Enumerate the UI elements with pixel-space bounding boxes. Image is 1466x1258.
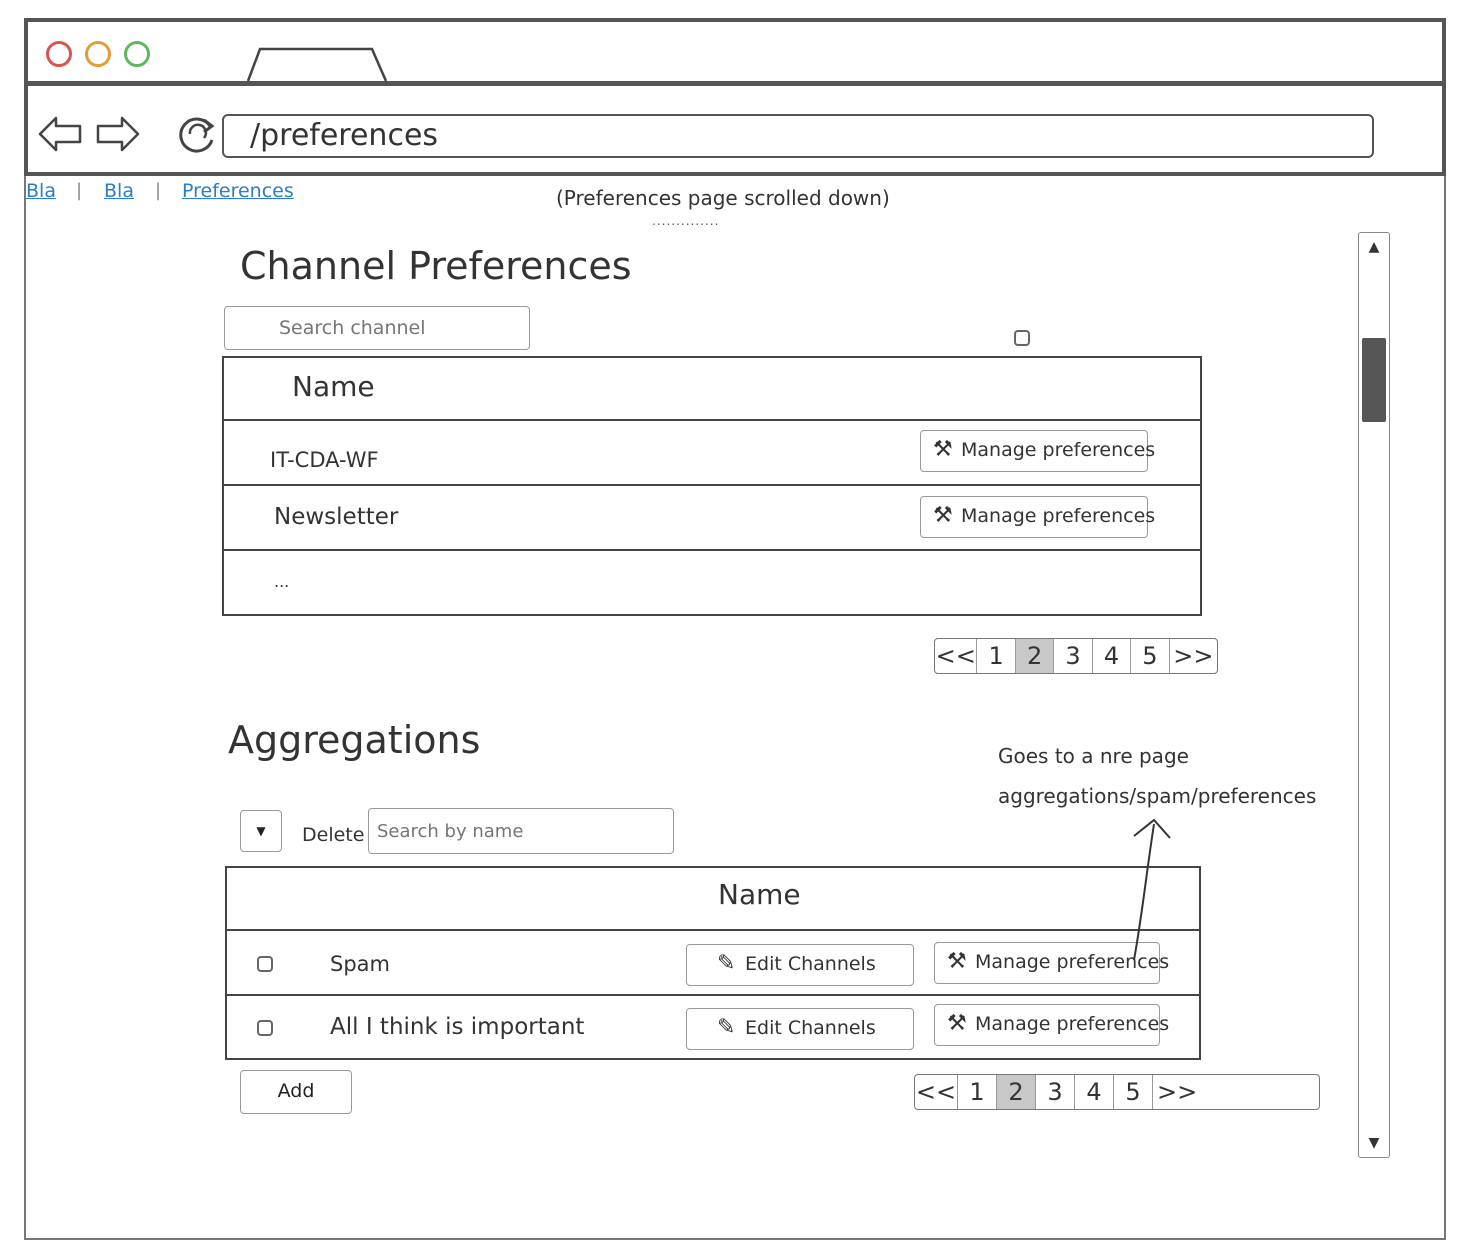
table-divider: [222, 484, 1202, 486]
tools-icon: ⚒: [947, 949, 967, 974]
table-divider: [225, 929, 1201, 931]
forward-arrow-icon[interactable]: [94, 114, 142, 154]
scrollbar-thumb[interactable]: [1362, 338, 1386, 422]
pagination-page-3[interactable]: 3: [1036, 1075, 1075, 1109]
triangle-down-icon[interactable]: ▼: [1368, 1135, 1380, 1151]
manage-preferences-button[interactable]: [920, 496, 1156, 538]
aggregation-name: Spam: [330, 952, 390, 976]
chevron-down-icon: ▼: [256, 824, 266, 838]
pagination-last[interactable]: >>: [1173, 642, 1214, 670]
manage-preferences-label: Manage preferences: [961, 505, 1156, 527]
browser-tab[interactable]: [246, 46, 388, 82]
annotation-arrow: [1120, 816, 1180, 962]
pagination-page-2[interactable]: 2: [1016, 639, 1054, 673]
pagination-page-4[interactable]: 4: [1075, 1075, 1114, 1109]
row-checkbox[interactable]: [257, 956, 273, 972]
manage-preferences-button[interactable]: [934, 1004, 1170, 1046]
breadcrumb-item-1[interactable]: Bla: [26, 180, 56, 202]
delete-button[interactable]: Delete: [302, 824, 365, 846]
select-all-checkbox[interactable]: [1014, 330, 1030, 346]
search-by-name-input[interactable]: [368, 808, 674, 854]
table-divider: [222, 419, 1202, 421]
aggregations-title: Aggregations: [228, 718, 481, 762]
channel-name-ellipsis: ...: [274, 572, 290, 591]
triangle-up-icon[interactable]: ▲: [1368, 239, 1380, 255]
table-divider: [222, 549, 1202, 551]
breadcrumb-item-preferences[interactable]: Preferences: [182, 180, 294, 202]
edit-channels-button[interactable]: [686, 1008, 914, 1050]
pagination-page-5[interactable]: 5: [1131, 639, 1169, 673]
pagination-page-5[interactable]: 5: [1114, 1075, 1153, 1109]
url-field[interactable]: /preferences: [222, 114, 1374, 158]
pagination-page-3[interactable]: 3: [1054, 639, 1092, 673]
bulk-action-dropdown[interactable]: [240, 810, 282, 852]
breadcrumb-item-2[interactable]: Bla: [104, 180, 134, 202]
pagination-page-4[interactable]: 4: [1093, 639, 1131, 673]
maximize-window-button[interactable]: [124, 41, 150, 67]
pagination-last[interactable]: >>: [1157, 1078, 1198, 1106]
annotation-line-2: aggregations/spam/preferences: [998, 784, 1317, 808]
pagination-page-1[interactable]: 1: [958, 1075, 997, 1109]
tools-icon: ⚒: [933, 503, 953, 528]
back-arrow-icon[interactable]: [36, 114, 84, 154]
channel-preferences-title: Channel Preferences: [240, 244, 632, 288]
tools-icon: ⚒: [947, 1011, 967, 1036]
edit-channels-label: Edit Channels: [745, 953, 876, 975]
manage-preferences-label: Manage preferences: [975, 1013, 1170, 1035]
breadcrumb-separator: |: [76, 180, 83, 201]
pencil-icon: ✎: [717, 951, 736, 976]
channel-pagination: [934, 638, 1218, 674]
pencil-icon: ✎: [717, 1015, 736, 1040]
tools-icon: ⚒: [933, 437, 953, 462]
reload-icon[interactable]: [174, 112, 220, 158]
manage-preferences-label: Manage preferences: [961, 439, 1156, 461]
row-checkbox[interactable]: [257, 1020, 273, 1036]
manage-preferences-button[interactable]: [920, 430, 1156, 472]
title-bar: [24, 18, 1446, 84]
close-window-button[interactable]: [46, 41, 72, 67]
pagination-first[interactable]: <<: [915, 1075, 958, 1109]
edit-channels-label: Edit Channels: [745, 1017, 876, 1039]
table-divider: [225, 994, 1201, 996]
minimize-window-button[interactable]: [85, 41, 111, 67]
edit-channels-button[interactable]: [686, 944, 914, 986]
add-button[interactable]: Add: [240, 1070, 352, 1114]
aggregation-name: All I think is important: [330, 1014, 585, 1040]
manage-preferences-label: Manage preferences: [975, 951, 1170, 973]
pagination-page-1[interactable]: 1: [977, 639, 1015, 673]
breadcrumb-separator: |: [155, 180, 162, 201]
pagination-page-2[interactable]: 2: [997, 1075, 1036, 1109]
search-channel-input[interactable]: [224, 306, 530, 350]
aggregations-pagination: [914, 1074, 1320, 1110]
page-note-dots: ..............: [652, 214, 720, 228]
channel-name: Newsletter: [274, 504, 399, 530]
channel-name: IT-CDA-WF: [270, 448, 379, 472]
page-note: (Preferences page scrolled down): [556, 186, 890, 210]
channel-table-header-name[interactable]: Name: [292, 370, 375, 403]
pagination-first[interactable]: <<: [935, 639, 977, 673]
annotation-line-1: Goes to a nre page: [998, 744, 1189, 768]
aggregations-table-header-name[interactable]: Name: [718, 878, 801, 911]
